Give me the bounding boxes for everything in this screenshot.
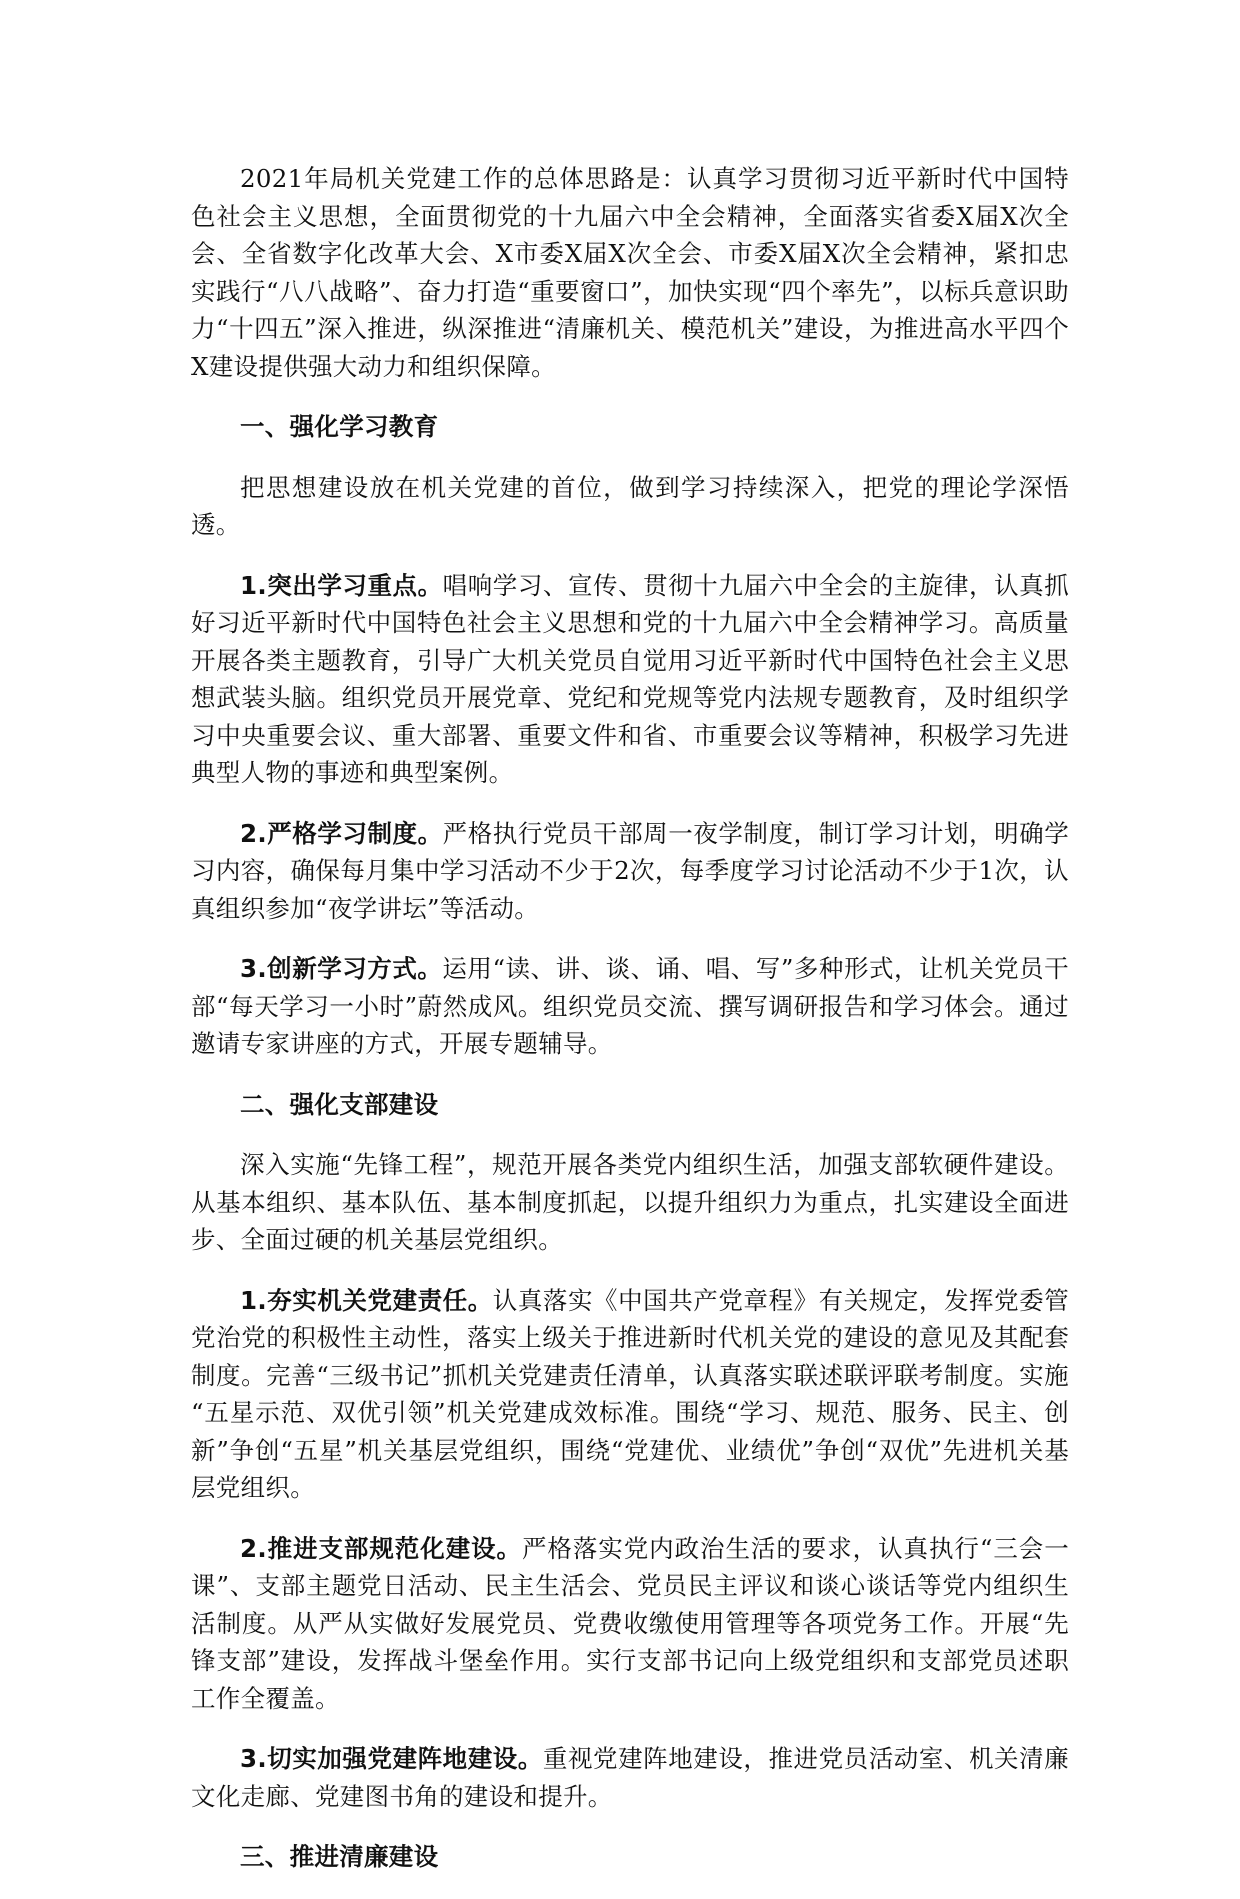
item-lead: 3.创新学习方式。 bbox=[240, 954, 443, 983]
item-lead: 3.切实加强党建阵地建设。 bbox=[240, 1744, 543, 1773]
item-text: 严格执行党员干部周一夜学制度，制订学习计划，明确学习内容，确保每月集中学习活动不少于2次，每季度学习讨论活动不少于1次，认真组织参加“夜学讲坛”等活动。 bbox=[191, 818, 1069, 923]
section-summary-2: 深入实施“先锋工程”，规范开展各类党内组织生活，加强支部软硬件建设。从基本组织、基本队伍、基本制度抓起，以提升组织力为重点，扎实建设全面进步、全面过硬的机关基层党组织。 bbox=[191, 1150, 1069, 1254]
item-lead: 1.突出学习重点。 bbox=[240, 570, 443, 600]
item-text: 运用“读、讲、谈、诵、唱、写”多种形式，让机关党员干部“每天学习一小时”蔚然成风。组织党员交流、撰写调研报告和学习体会。通过邀请专家讲座的方式，开展专题辅导。 bbox=[191, 954, 1069, 1058]
section-2-item-2 bbox=[191, 1530, 1069, 1718]
intro-paragraph: 2021年局机关党建工作的总体思路是：认真学习贯彻习近平新时代中国特色社会主义思想，全面贯彻党的十九届六中全会精神，全面落实省委X届X次全会、全省数字化改革大会、X市委X届X次全会、市委X届X次全会精神，紧扣忠实践行“八八战略”、奋力打造“重要窗口”，加快实现“四个率先”，以标兵意识助力“十四五”深入推进，纵深推进“清廉机关、模范机关”建设，为推进高水平四个X建设提供强大动力和组织保障。 bbox=[191, 164, 1069, 381]
item-lead: 1.夯实机关党建责任。 bbox=[240, 1285, 493, 1315]
item-text: 重视党建阵地建设，推进党员活动室、机关清廉文化走廊、党建图书角的建设和提升。 bbox=[191, 1744, 1069, 1811]
section-1-item-3 bbox=[191, 950, 1069, 1063]
section-heading-1: 一、强化学习教育 bbox=[240, 412, 439, 441]
section-1-item-2 bbox=[191, 815, 1069, 928]
section-1-item-1 bbox=[191, 567, 1069, 792]
section-2-item-3 bbox=[191, 1740, 1069, 1815]
item-text: 唱响学习、宣传、贯彻十九届六中全会的主旋律，认真抓好习近平新时代中国特色社会主义思想和党的十九届六中全会精神学习。高质量开展各类主题教育，引导广大机关党员自觉用习近平新时代中国特色社会主义思想武装头脑。组织党员开展党章、党纪和党规等党内法规专题教育，及时组织学习中央重要会议、重大部署、重要文件和省、市重要会议等精神，积极学习先进典型人物的事迹和典型案例。 bbox=[191, 570, 1069, 787]
section-heading-2: 二、强化支部建设 bbox=[240, 1089, 439, 1119]
section-summary-1: 把思想建设放在机关党建的首位，做到学习持续深入，把党的理论学深悟透。 bbox=[191, 472, 1069, 539]
item-lead: 2.严格学习制度。 bbox=[240, 818, 443, 848]
document-page bbox=[191, 160, 1069, 1899]
section-heading-3: 三、推进清廉建设 bbox=[240, 1842, 439, 1871]
item-lead: 2.推进支部规范化建设。 bbox=[240, 1533, 522, 1563]
item-text: 认真落实《中国共产党章程》有关规定，发挥党委管党治党的积极性主动性，落实上级关于推进新时代机关党的建设的意见及其配套制度。完善“三级书记”抓机关党建责任清单，认真落实联述联评联考制度。实施 “五星示范、双优引领”机关党建成效标准。围绕“学习、规范、服务、民主、创新”争创“五星”机关基层党组织，围绕“党建优、业绩优”争创“双优”先进机关基层党组织。 bbox=[191, 1285, 1069, 1502]
section-2-item-1 bbox=[191, 1282, 1069, 1507]
item-text: 严格落实党内政治生活的要求，认真执行“三会一课”、支部主题党日活动、民主生活会、党员民主评议和谈心谈话等党内组织生活制度。从严从实做好发展党员、党费收缴使用管理等各项党务工作。开展“先锋支部”建设，发挥战斗堡垒作用。实行支部书记向上级党组织和支部党员述职工作全覆盖。 bbox=[191, 1533, 1070, 1713]
